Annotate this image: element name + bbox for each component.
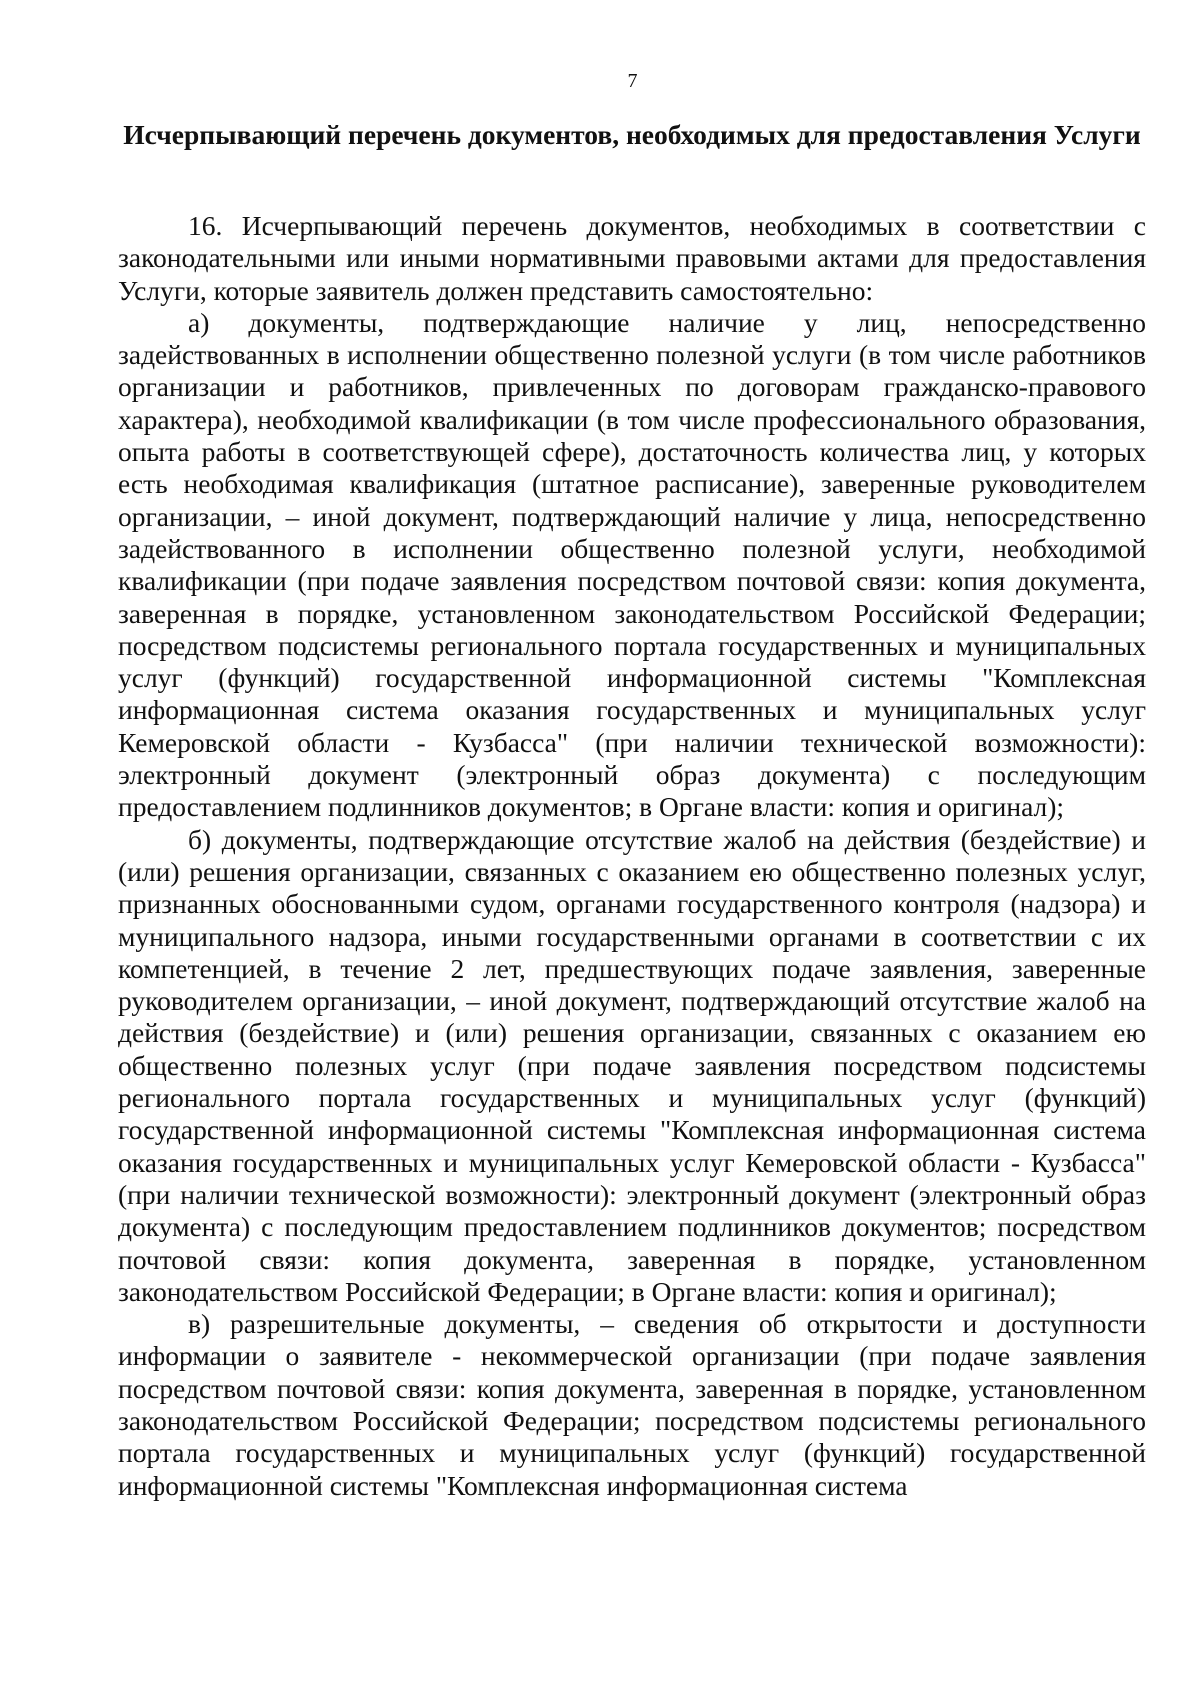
paragraph-a: а) документы, подтверждающие наличие у лиц, непосредственно задействованных в исполнении общественно полезной услуги (в том числе работников организации и работников, привлеченных по договорам гражданско-правового характера), необходимой квалификации (в том числе профессионального образования, опыта работы в соответствующей сфере), достаточность количества лиц, у которых есть необходимая квалификация (штатное расписание), заверенные руководителем организации, – иной документ, подтверждающий наличие у лица, непосредственно задействованного в исполнении общественно полезной услуги, необходимой квалификации (при подаче заявления посредством почтовой связи: копия документа, заверенная в порядке, установленном законодательством Российской Федерации; посредством подсистемы регионального портала государственных и муниципальных услуг (функций) государственной информационной системы "Комплексная информационная система оказания государственных и муниципальных услуг Кемеровской области - Кузбасса" (при наличии технической возможности): электронный документ (электронный образ документа) с последующим предоставлением подлинников документов; в Органе власти: копия и оригинал); xyxy=(118,306,1146,823)
paragraph-v: в) разрешительные документы, – сведения об открытости и доступности информации о заявителе - некоммерческой организации (при подаче заявления посредством почтовой связи: копия документа, заверенная в порядке, установленном законодательством Российской Федерации; посредством подсистемы регионального портала государственных и муниципальных услуг (функций) государственной информационной системы "Комплексная информационная система xyxy=(118,1308,1146,1501)
document-body xyxy=(118,210,1146,1502)
paragraph-b: б) документы, подтверждающие отсутствие жалоб на действия (бездействие) и (или) решения организации, связанных с оказанием ею общественно полезных услуг, признанных обоснованными судом, органами государственного контроля (надзора) и муниципального надзора, иными государственными органами в соответствии с их компетенцией, в течение 2 лет, предшествующих подаче заявления, заверенные руководителем организации, – иной документ, подтверждающий отсутствие жалоб на действия (бездействие) и (или) решения организации, связанных с оказанием ею общественно полезных услуг (при подаче заявления посредством подсистемы регионального портала государственных и муниципальных услуг (функций) государственной информационной системы "Комплексная информационная система оказания государственных и муниципальных услуг Кемеровской области - Кузбасса" (при наличии технической возможности): электронный документ (электронный образ документа) с последующим предоставлением подлинников документов; посредством почтовой связи: копия документа, заверенная в порядке, установленном законодательством Российской Федерации; в Органе власти: копия и оригинал); xyxy=(118,823,1146,1307)
section-title: Исчерпывающий перечень документов, необходимых для предоставления Услуги xyxy=(123,119,1141,150)
page-number: 7 xyxy=(627,70,638,92)
paragraph-16: 16. Исчерпывающий перечень документов, необходимых в соответствии с законодательными или иными нормативными правовыми актами для предоставления Услуги, которые заявитель должен представить самостоятельно: xyxy=(118,210,1146,306)
